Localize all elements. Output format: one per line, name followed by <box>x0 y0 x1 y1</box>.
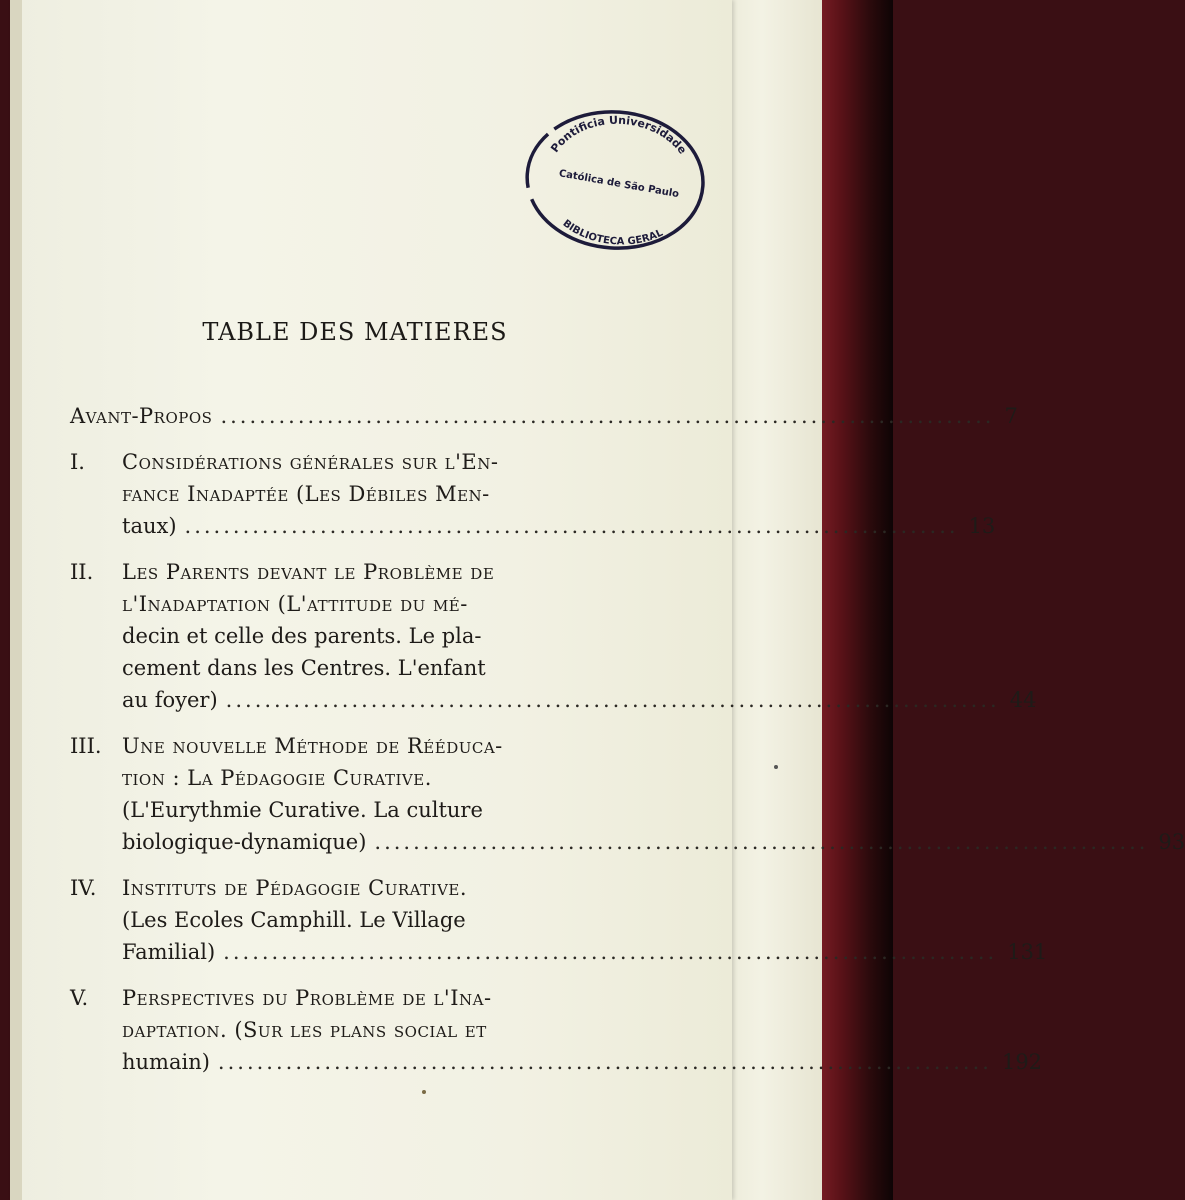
toc-entry-text <box>122 446 996 542</box>
toc-entry-number: IV. <box>70 876 97 900</box>
toc-entry-lastline <box>122 1046 1043 1078</box>
dot-leader: ................................................................................ <box>220 404 995 428</box>
toc-page-number: 93 <box>1158 830 1185 854</box>
toc-entry-line: tion : La Pédagogie Curative. <box>122 766 432 790</box>
toc-entry-text <box>122 982 1043 1078</box>
toc-page-number: 44 <box>1009 688 1037 712</box>
page-title: TABLE DES MATIERES <box>202 318 508 346</box>
stamp-line2: Católica de São Paulo <box>557 168 680 201</box>
toc-entry-line: Instituts de Pédagogie Curative. <box>122 876 468 900</box>
toc-entry-lastline <box>70 400 1018 432</box>
toc-entry-line: cement dans les Centres. L'enfant <box>122 656 486 680</box>
toc-entry-line: decin et celle des parents. Le pla- <box>122 624 482 648</box>
page-left-margin <box>10 0 22 1200</box>
toc-entry-number: V. <box>70 986 89 1010</box>
toc-entry-text <box>122 872 1048 968</box>
toc-entry-line: au foyer) <box>122 688 218 712</box>
dot-leader: ................................................................................ <box>217 1050 992 1074</box>
book-page <box>10 0 1185 1200</box>
toc-entry <box>70 730 1185 858</box>
toc-entry-lastline <box>122 936 1048 968</box>
toc-entry-number: III. <box>70 734 102 758</box>
toc-entry <box>70 400 1018 432</box>
toc-entry-number: II. <box>70 560 94 584</box>
svg-text:BIBLIOTECA GERAL <box>559 218 666 251</box>
toc-entry-line: taux) <box>122 514 177 538</box>
table-of-contents <box>70 400 1185 1092</box>
toc-entry-line: Une nouvelle Méthode de Rééduca- <box>122 734 503 758</box>
dot-leader: ................................................................................ <box>184 514 959 538</box>
stamp-line1: Pontificia Universidade <box>548 113 690 157</box>
toc-entry-number: I. <box>70 450 85 474</box>
toc-entry-line: Perspectives du Problème de l'Ina- <box>122 986 492 1010</box>
toc-entry-line: Avant-Propos <box>70 404 213 428</box>
svg-text:Pontificia Universidade <box>548 109 691 164</box>
toc-entry-line: (Les Ecoles Camphill. Le Village <box>122 908 466 932</box>
book-binding <box>818 0 893 1200</box>
toc-page-number: 131 <box>1007 940 1048 964</box>
toc-entry-lastline <box>122 684 1037 716</box>
toc-entry-line: humain) <box>122 1050 210 1074</box>
dot-leader: ................................................................................ <box>223 940 998 964</box>
toc-entry <box>70 982 1043 1078</box>
toc-entry-line: Considérations générales sur l'En- <box>122 450 499 474</box>
toc-entry <box>70 872 1048 968</box>
page-edges <box>722 0 822 1200</box>
ink-speck <box>774 765 778 769</box>
toc-page-number: 13 <box>968 514 996 538</box>
toc-entry <box>70 556 1037 716</box>
stamp-seal <box>515 94 716 269</box>
stamp-line3: BIBLIOTECA GERAL <box>560 218 665 248</box>
toc-page-number: 7 <box>1004 404 1018 428</box>
toc-entry-text <box>70 400 1018 432</box>
toc-entry-line: daptation. (Sur les plans social et <box>122 1018 487 1042</box>
toc-entry <box>70 446 996 542</box>
toc-entry-text <box>122 556 1037 716</box>
toc-page-number: 192 <box>1001 1050 1043 1074</box>
toc-entry-line: Familial) <box>122 940 216 964</box>
ink-speck <box>422 1090 426 1094</box>
library-stamp <box>515 94 716 269</box>
toc-entry-lastline <box>122 510 996 542</box>
toc-entry-line: Les Parents devant le Problème de <box>122 560 495 584</box>
toc-entry-line: biologique-dynamique) <box>122 830 367 854</box>
toc-entry-line: fance Inadaptée (Les Débiles Men- <box>122 482 490 506</box>
dot-leader: ................................................................................ <box>225 688 1000 712</box>
toc-entry-text <box>122 730 1185 858</box>
toc-entry-line: (L'Eurythmie Curative. La culture <box>122 798 483 822</box>
toc-entry-line: l'Inadaptation (L'attitude du mé- <box>122 592 468 616</box>
toc-entry-lastline <box>122 826 1185 858</box>
dot-leader: ................................................................................ <box>374 830 1149 854</box>
